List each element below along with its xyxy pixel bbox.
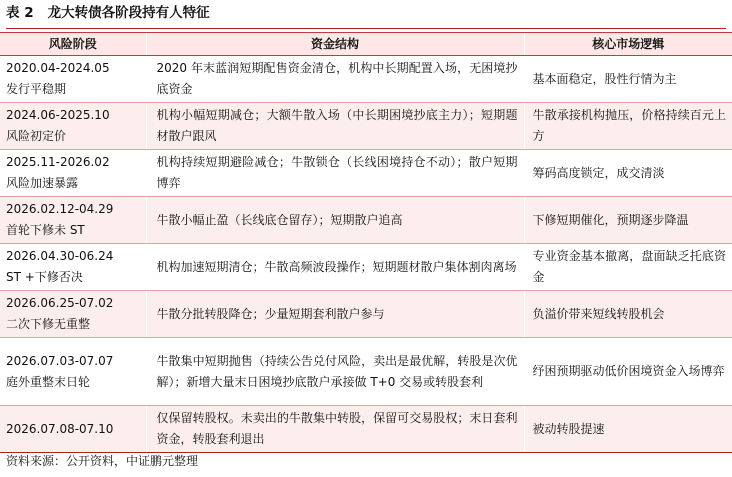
table-number: 表 2 bbox=[6, 5, 34, 21]
stage-cell bbox=[0, 197, 146, 244]
stage-cell bbox=[0, 338, 146, 406]
logic-cell: 纾困预期驱动低价困境资金入场博弈 bbox=[524, 338, 732, 406]
table-row bbox=[0, 291, 732, 338]
logic-cell: 牛散承接机构抛压，价格持续百元上方 bbox=[524, 103, 732, 150]
table-row bbox=[0, 56, 732, 103]
table-row bbox=[0, 150, 732, 197]
stage-name: 风险加速暴露 bbox=[6, 176, 79, 190]
stage-cell bbox=[0, 406, 146, 453]
stage-name: 首轮下修未 ST bbox=[6, 223, 85, 237]
header-risk-stage: 风险阶段 bbox=[0, 33, 146, 56]
table-row bbox=[0, 406, 732, 453]
capital-cell: 牛散分批转股降仓；少量短期套利散户参与 bbox=[146, 291, 524, 338]
logic-cell: 基本面稳定，股性行情为主 bbox=[524, 56, 732, 103]
table-row bbox=[0, 103, 732, 150]
table-row bbox=[0, 197, 732, 244]
stage-name: 庭外重整末日轮 bbox=[6, 374, 91, 389]
capital-cell: 机构持续短期避险减仓；牛散锁仓（长线困境持仓不动）；散户短期博弈 bbox=[146, 150, 524, 197]
table-title bbox=[6, 2, 726, 29]
capital-cell: 2020 年末蓝润短期配售资金清仓，机构中长期配置入场，无困境抄底资金 bbox=[146, 56, 524, 103]
stage-name: 风险初定价 bbox=[6, 129, 67, 143]
capital-cell: 牛散集中短期抛售（持续公告兑付风险，卖出是最优解，转股是次优解）；新增大量末日困境抄底散户承接做 T+0 交易或转股套利 bbox=[146, 338, 524, 406]
logic-cell: 筹码高度锁定，成交清淡 bbox=[524, 150, 732, 197]
logic-cell: 被动转股提速 bbox=[524, 406, 732, 453]
table-row bbox=[0, 244, 732, 291]
capital-cell: 仅保留转股权。未卖出的牛散集中转股，保留可交易股权；末日套利资金，转股套利退出 bbox=[146, 406, 524, 453]
header-market-logic: 核心市场逻辑 bbox=[524, 33, 732, 56]
capital-cell: 机构加速短期清仓；牛散高频波段操作；短期题材散户集体割肉离场 bbox=[146, 244, 524, 291]
period: 2024.06-2025.10 bbox=[6, 108, 110, 122]
logic-cell: 下修短期催化，预期逐步降温 bbox=[524, 197, 732, 244]
capital-cell: 牛散小幅止盈（长线底仓留存）；短期散户追高 bbox=[146, 197, 524, 244]
stage-cell bbox=[0, 150, 146, 197]
table-row bbox=[0, 338, 732, 406]
period: 2026.04.30-06.24 bbox=[6, 249, 114, 263]
logic-cell: 专业资金基本撤离，盘面缺乏托底资金 bbox=[524, 244, 732, 291]
period: 2025.11-2026.02 bbox=[6, 155, 110, 169]
holder-characteristics-table bbox=[0, 32, 732, 453]
table-header-row bbox=[0, 33, 732, 56]
header-capital-structure: 资金结构 bbox=[146, 33, 524, 56]
period: 2026.07.03-07.07 bbox=[6, 353, 114, 368]
stage-name: 二次下修无重整 bbox=[6, 317, 91, 331]
stage-cell bbox=[0, 291, 146, 338]
capital-cell: 机构小幅短期减仓；大额牛散入场（中长期困境抄底主力）；短期题材散户跟风 bbox=[146, 103, 524, 150]
period: 2020.04-2024.05 bbox=[6, 61, 110, 75]
source-note: 资料来源：公开资料，中证鹏元整理 bbox=[6, 454, 199, 468]
stage-cell bbox=[0, 244, 146, 291]
period: 2026.07.08-07.10 bbox=[6, 421, 114, 436]
stage-cell bbox=[0, 56, 146, 103]
period: 2026.06.25-07.02 bbox=[6, 296, 114, 310]
period: 2026.02.12-04.29 bbox=[6, 202, 114, 216]
logic-cell: 负溢价带来短线转股机会 bbox=[524, 291, 732, 338]
stage-name: 发行平稳期 bbox=[6, 82, 67, 96]
stage-name: ST +下修否决 bbox=[6, 270, 83, 284]
stage-cell bbox=[0, 103, 146, 150]
table-title-text: 龙大转债各阶段持有人特征 bbox=[47, 5, 210, 21]
